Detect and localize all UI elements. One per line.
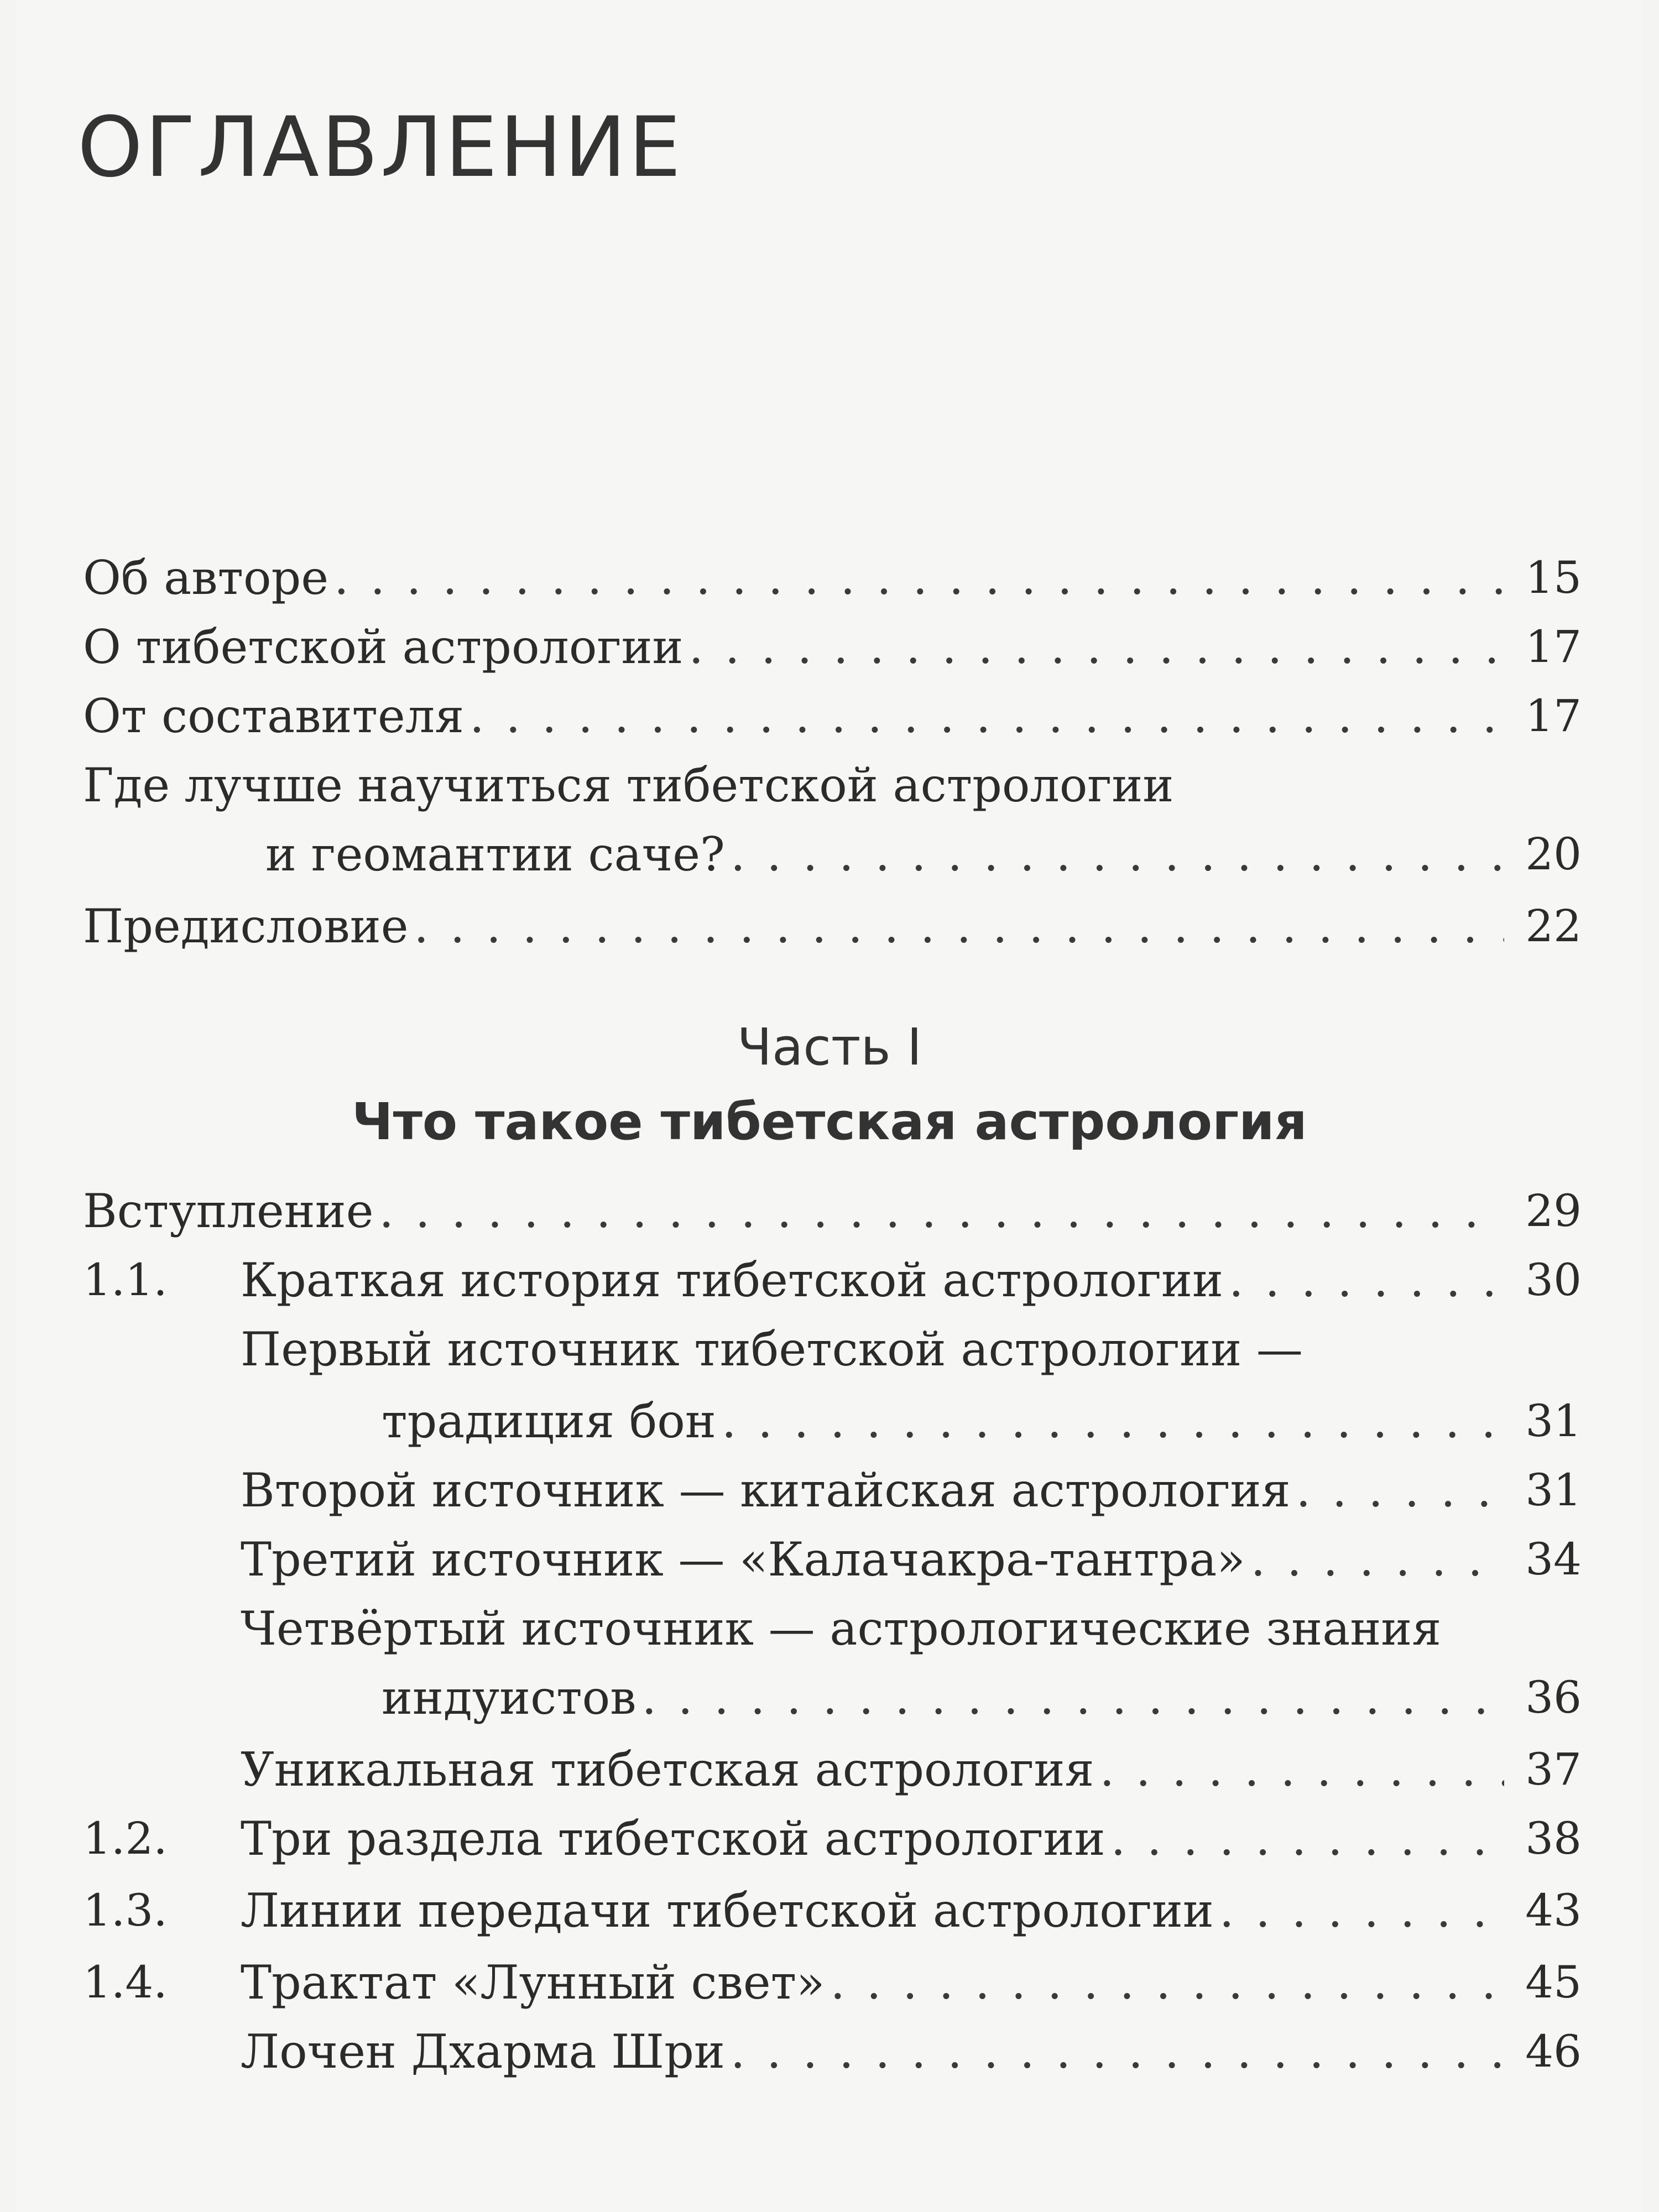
toc-page-number: 46 xyxy=(1525,2026,1582,2077)
section-number: 1.1. xyxy=(83,1254,168,1306)
toc-entry-title: О тибетской астрологии xyxy=(83,620,684,674)
toc-entry-title: Краткая история тибетской астрологии xyxy=(241,1253,1224,1307)
toc-page-number: 31 xyxy=(1525,1395,1582,1447)
toc-entry-title-line1: Первый источник тибетской астрологии — xyxy=(241,1322,1303,1376)
toc-page-number: 36 xyxy=(1525,1672,1582,1723)
toc-page-number: 43 xyxy=(1525,1885,1582,1936)
toc-page-number: 15 xyxy=(1525,552,1582,603)
toc-entry xyxy=(0,617,1659,677)
dot-leader xyxy=(1219,1880,1504,1941)
toc-entry xyxy=(0,1667,1659,1728)
dot-leader xyxy=(469,686,1504,747)
dot-leader xyxy=(830,1952,1504,2013)
toc-entry xyxy=(0,1880,1659,1941)
toc-entry xyxy=(0,686,1659,747)
toc-entry-title: Лочен Дхарма Шри xyxy=(241,2025,725,2079)
dot-leader xyxy=(334,547,1504,608)
dot-leader xyxy=(1111,1808,1504,1869)
toc-entry-title: индуистов xyxy=(382,1671,637,1725)
toc-entry xyxy=(0,1952,1659,2013)
dot-leader xyxy=(1100,1739,1505,1800)
dot-leader xyxy=(731,2021,1504,2082)
toc-entry xyxy=(0,1808,1659,1869)
toc-entry-title: Предисловие xyxy=(83,899,409,953)
toc-page-number: 34 xyxy=(1525,1533,1582,1585)
toc-entry-title: Второй источник — китайская астрология xyxy=(241,1463,1291,1517)
dot-leader xyxy=(722,1391,1504,1452)
toc-entry xyxy=(0,896,1659,957)
toc-entry-title: Три раздела тибетской астрологии xyxy=(241,1812,1105,1866)
section-number: 1.4. xyxy=(83,1957,168,2008)
toc-entry xyxy=(0,547,1659,608)
toc-entry xyxy=(0,1739,1659,1800)
part-label: Часть I xyxy=(737,1018,922,1077)
toc-entry-title: традиция бон xyxy=(382,1394,716,1448)
toc-page-number: 37 xyxy=(1525,1744,1582,1795)
dot-leader xyxy=(731,824,1504,885)
toc-page-number: 22 xyxy=(1525,900,1582,952)
page-heading: ОГЛАВЛЕНИЕ xyxy=(77,100,684,196)
dot-leader xyxy=(1251,1529,1504,1590)
dot-leader xyxy=(414,896,1504,957)
toc-entry xyxy=(0,1250,1659,1311)
toc-entry-title-line1: Где лучше научиться тибетской астрологии xyxy=(83,758,1174,812)
section-number: 1.3. xyxy=(83,1885,168,1936)
toc-entry-title-line1: Четвёртый источник — астрологические знания xyxy=(241,1601,1442,1656)
dot-leader xyxy=(1229,1250,1504,1311)
toc-page-number: 29 xyxy=(1525,1185,1582,1237)
toc-entry-title: Третий источник — «Калачакра-тантра» xyxy=(241,1532,1245,1587)
toc-entry xyxy=(0,824,1659,885)
dot-leader xyxy=(1296,1460,1505,1521)
section-number: 1.2. xyxy=(83,1813,168,1864)
dot-leader xyxy=(641,1667,1504,1728)
dot-leader xyxy=(379,1181,1504,1241)
toc-entry xyxy=(0,1391,1659,1452)
toc-page-number: 38 xyxy=(1525,1813,1582,1864)
toc-entry-title: и геомантии саче? xyxy=(265,827,725,881)
toc-entry xyxy=(0,1529,1659,1590)
toc-entry xyxy=(0,2021,1659,2082)
dot-leader xyxy=(688,617,1504,677)
toc-entry-title: Вступление xyxy=(83,1184,374,1238)
toc-entry-title: Трактат «Лунный свет» xyxy=(241,1955,825,2010)
toc-page-number: 30 xyxy=(1525,1254,1582,1306)
toc-entry-title: Уникальная тибетская астрология xyxy=(241,1743,1094,1797)
part-title: Что такое тибетская астрология xyxy=(352,1092,1307,1151)
toc-page-number: 20 xyxy=(1525,828,1582,880)
toc-entry-title: Об авторе xyxy=(83,551,329,605)
toc-entry-title: От составителя xyxy=(83,689,465,743)
toc-page-number: 17 xyxy=(1525,621,1582,672)
toc-entry xyxy=(0,1460,1659,1521)
toc-page-number: 45 xyxy=(1525,1957,1582,2008)
toc-page-number: 31 xyxy=(1525,1464,1582,1516)
toc-entry xyxy=(0,1181,1659,1241)
toc-page-number: 17 xyxy=(1525,690,1582,742)
toc-entry-title: Линии передачи тибетской астрологии xyxy=(241,1884,1214,1938)
